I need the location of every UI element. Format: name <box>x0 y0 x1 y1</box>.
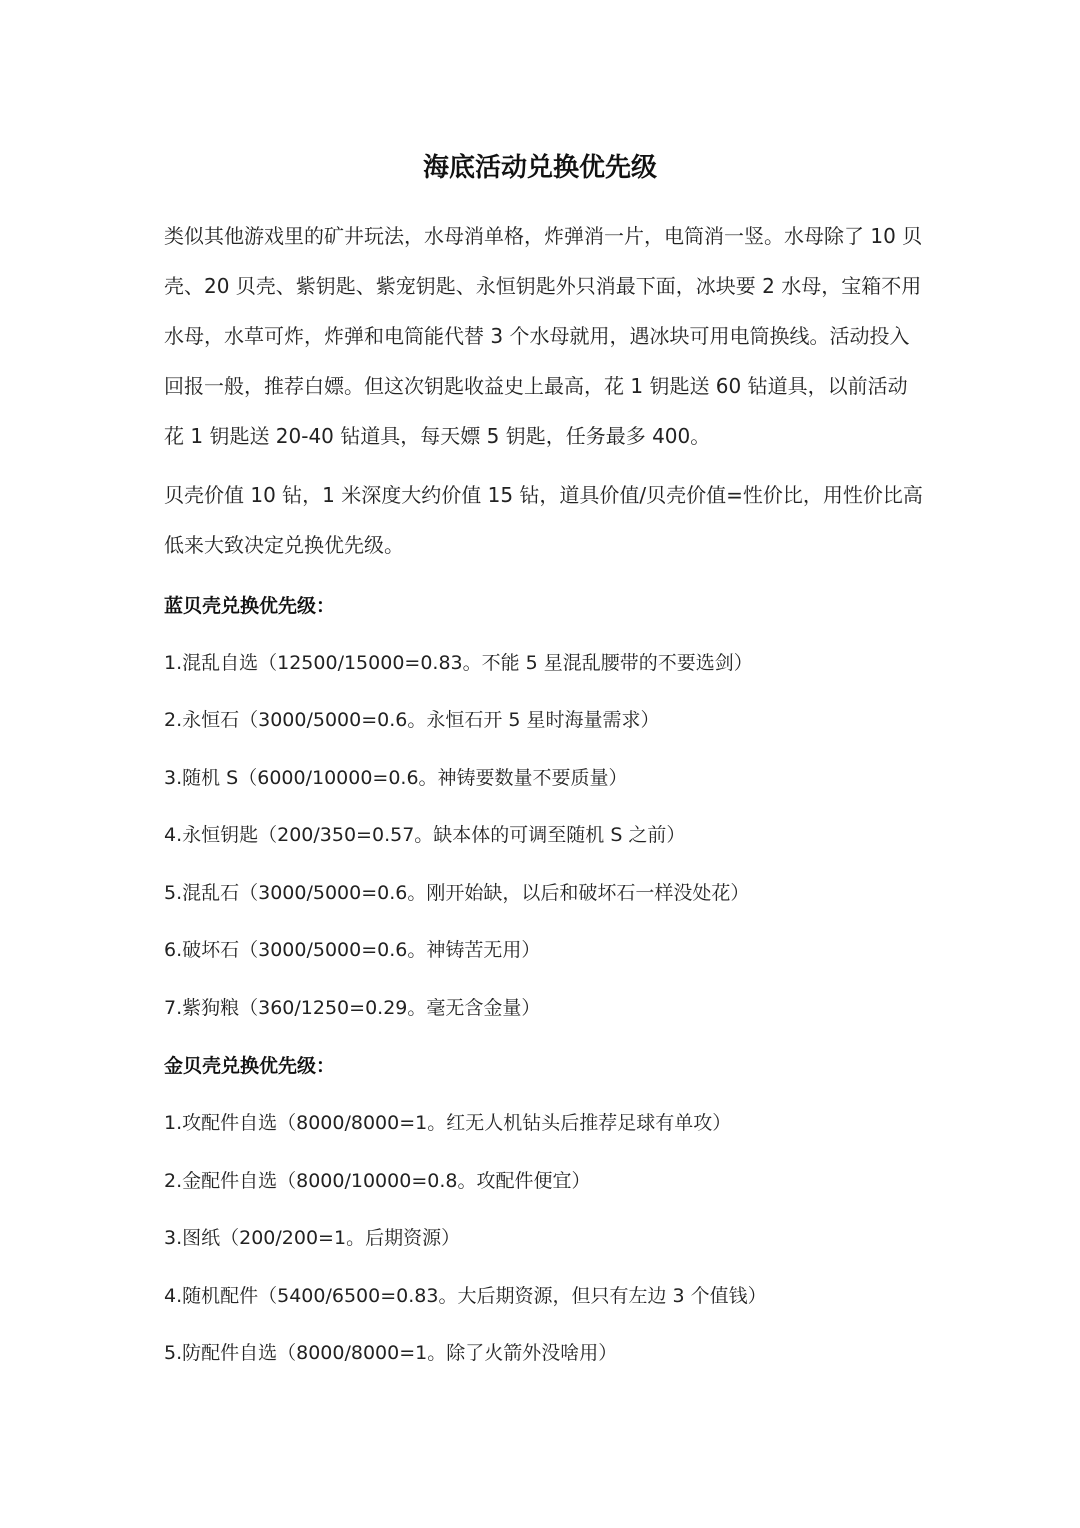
gold-shell-item: 5.防配件自选（8000/8000=1。除了火箭外没啥用） <box>164 1342 618 1364</box>
blue-shell-item: 3.随机 S（6000/10000=0.6。神铸要数量不要质量） <box>164 767 628 789</box>
blue-shell-item: 4.永恒钥匙（200/350=0.57。缺本体的可调至随机 S 之前） <box>164 824 686 846</box>
gold-shell-item: 2.金配件自选（8000/10000=0.8。攻配件便宜） <box>164 1170 591 1192</box>
blue-shell-item: 7.紫狗粮（360/1250=0.29。毫无含金量） <box>164 997 541 1019</box>
blue-shell-heading: 蓝贝壳兑换优先级： <box>164 595 336 617</box>
blue-shell-item: 5.混乱石（3000/5000=0.6。刚开始缺，以后和破坏石一样没处花） <box>164 882 750 904</box>
blue-shell-item: 6.破坏石（3000/5000=0.6。神铸苦无用） <box>164 939 541 961</box>
gold-shell-item: 3.图纸（200/200=1。后期资源） <box>164 1227 461 1249</box>
page-title: 海底活动兑换优先级 <box>422 153 657 183</box>
gold-shell-heading: 金贝壳兑换优先级： <box>164 1055 336 1077</box>
gold-shell-item: 4.随机配件（5400/6500=0.83。大后期资源，但只有左边 3 个值钱） <box>164 1285 767 1307</box>
blue-shell-item: 2.永恒石（3000/5000=0.6。永恒石开 5 星时海量需求） <box>164 709 660 731</box>
gold-shell-item: 1.攻配件自选（8000/8000=1。红无人机钻头后推荐足球有单攻） <box>164 1112 732 1134</box>
blue-shell-item: 1.混乱自选（12500/15000=0.83。不能 5 星混乱腰带的不要选剑） <box>164 652 753 674</box>
intro-paragraph: 类似其他游戏里的矿井玩法，水母消单格，炸弹消一片，电筒消一竖。水母除了 10 贝壳、20 贝壳、紫钥匙、紫宠钥匙、永恒钥匙外只消最下面，冰块要 2 水母，宝箱不用水母，水草可炸，炸弹和电筒能代替 3 个水母就用，遇冰块可用电筒换线。活动投入回报一般，推荐白嫖。但这次钥匙收益史上最高，花 1 钥匙送 60 钻道具，以前活动花 1 钥匙送 20-40 钻道具，每天嫖 5 钥匙，任务最多 400。 <box>164 224 923 448</box>
value-note-paragraph: 贝壳价值 10 钻，1 米深度大约价值 15 钻，道具价值/贝壳价值=性价比，用性价比高低来大致决定兑换优先级。 <box>164 483 923 557</box>
